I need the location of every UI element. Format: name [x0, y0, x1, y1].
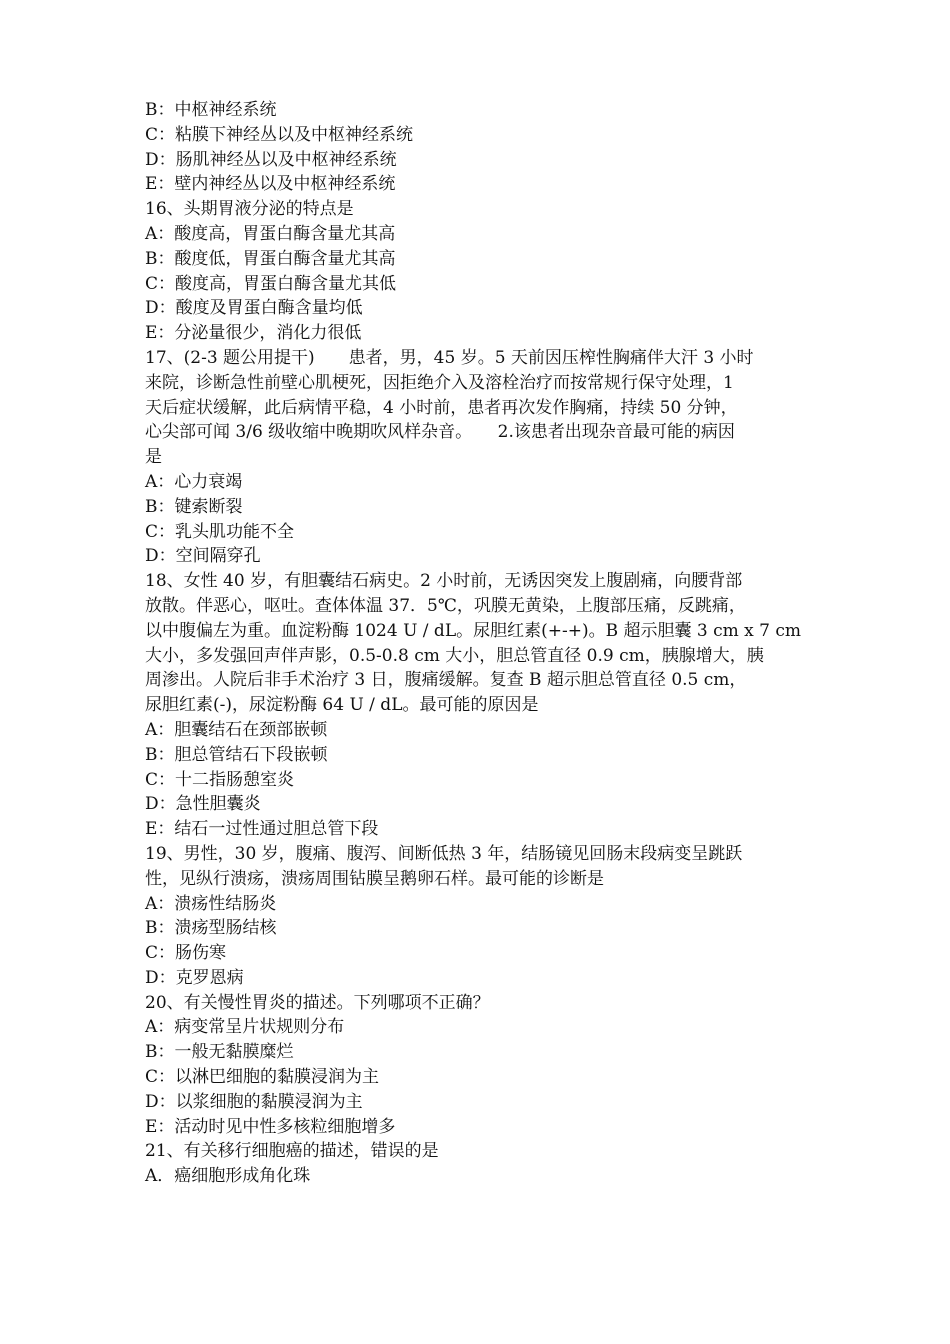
option-line: D：急性胆囊炎: [145, 794, 261, 815]
option-line: C：粘膜下神经丛以及中枢神经系统: [145, 124, 414, 145]
option-line: B：酸度低，胃蛋白酶含量尤其高: [145, 248, 396, 269]
question-17-text: 是: [145, 447, 162, 468]
option-line: D：酸度及胃蛋白酶含量均低: [145, 298, 363, 319]
question-17-text: 17、(2-3 题公用提干) 患者，男，45 岁。5 天前因压榨性胸痛伴大汗 3 小时: [145, 347, 754, 368]
option-line: A：胆囊结石在颈部嵌顿: [145, 719, 328, 740]
option-line: C：肠伤寒: [145, 943, 227, 964]
question-18-text: 尿胆红素(-)，尿淀粉酶 64 U / dL。最可能的原因是: [145, 695, 539, 716]
question-17-text: 来院，诊断急性前壁心肌梗死，因拒绝介入及溶栓治疗而按常规行保守处理，1: [145, 372, 734, 393]
option-line: D：空间隔穿孔: [145, 546, 261, 567]
option-line: B：胆总管结石下段嵌顿: [145, 744, 328, 765]
option-line: E：结石一过性通过胆总管下段: [145, 819, 379, 840]
question-19-text: 性，见纵行溃疡，溃疡周围钻膜呈鹅卵石样。最可能的诊断是: [145, 868, 604, 889]
option-line: B：中枢神经系统: [145, 100, 277, 120]
question-16-text: 16、头期胃液分泌的特点是: [145, 199, 354, 220]
question-18-text: 放散。伴恶心，呕吐。查体体温 37．5℃，巩膜无黄染，上腹部压痛，反跳痛，: [145, 595, 746, 616]
option-line: A：溃疡性结肠炎: [145, 893, 277, 914]
option-line: B：键索断裂: [145, 496, 243, 517]
question-20-text: 20、有关慢性胃炎的描述。下列哪项不正确？: [145, 992, 490, 1013]
question-17-text: 天后症状缓解，此后病情平稳，4 小时前，患者再次发作胸痛，持续 50 分钟，: [145, 397, 738, 418]
question-18-text: 大小，多发强回声伴声影，0.5-0.8 cm 大小，胆总管直径 0.9 cm，胰腺增大，胰: [145, 645, 764, 666]
option-line: C：酸度高，胃蛋白酶含量尤其低: [145, 273, 397, 294]
option-line: D：克罗恩病: [145, 967, 244, 988]
option-line: E：壁内神经丛以及中枢神经系统: [145, 174, 396, 195]
document-body: [145, 98, 807, 1189]
option-line: B：一般无黏膜糜烂: [145, 1042, 294, 1063]
question-17-text: 心尖部可闻 3/6 级收缩中晚期吹风样杂音。 2.该患者出现杂音最可能的病因: [145, 422, 735, 443]
option-line: A．癌细胞形成角化珠: [145, 1166, 311, 1187]
option-line: C：以淋巴细胞的黏膜浸润为主: [145, 1067, 380, 1088]
question-21-text: 21、有关移行细胞癌的描述，错误的是: [145, 1141, 439, 1162]
option-line: A：病变常呈片状规则分布: [145, 1017, 345, 1038]
option-line: D：以浆细胞的黏膜浸润为主: [145, 1091, 363, 1112]
option-line: E：活动时见中性多核粒细胞增多: [145, 1116, 396, 1137]
option-line: A：酸度高，胃蛋白酶含量尤其高: [145, 223, 396, 244]
question-19-text: 19、男性，30 岁，腹痛、腹泻、间断低热 3 年，结肠镜见回肠末段病变呈跳跃: [145, 843, 743, 864]
option-line: B：溃疡型肠结核: [145, 918, 277, 939]
option-line: D：肠肌神经丛以及中枢神经系统: [145, 149, 397, 170]
option-line: E：分泌量很少，消化力很低: [145, 323, 362, 344]
option-line: C：乳头肌功能不全: [145, 521, 295, 542]
question-18-text: 以中腹偏左为重。血淀粉酶 1024 U / dL。尿胆红素(+-+)。B 超示胆囊 3 cm x 7 cm: [145, 620, 802, 641]
question-18-text: 周渗出。人院后非手术治疗 3 日，腹痛缓解。复查 B 超示胆总管直径 0.5 cm，: [145, 670, 747, 691]
option-line: A：心力衰竭: [145, 471, 243, 492]
option-line: C：十二指肠憩室炎: [145, 769, 295, 790]
question-18-text: 18、女性 40 岁，有胆囊结石病史。2 小时前，无诱因突发上腹剧痛，向腰背部: [145, 571, 743, 592]
